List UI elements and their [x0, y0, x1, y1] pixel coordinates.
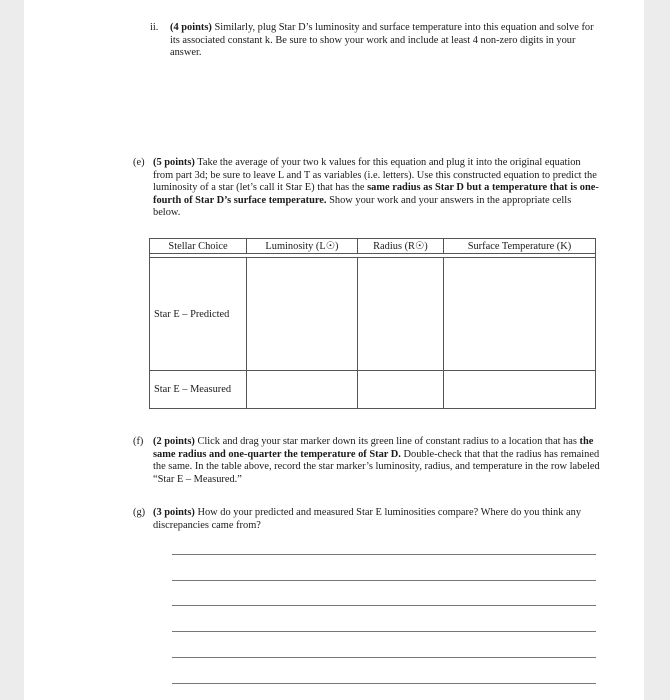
question-f	[133, 436, 600, 486]
question-emphasis: the same radius and one-quarter the temperature of Star D.	[153, 436, 594, 460]
question-number: ii.	[150, 22, 159, 33]
points-label: (5 points)	[153, 157, 195, 168]
star-table	[149, 238, 596, 409]
answer-line[interactable]	[172, 605, 596, 606]
header-stellar-choice: Stellar Choice	[150, 239, 247, 254]
question-text-end: Double-check that that the radius has remained the same. In the table above, record the star marker’s luminosity, radius, and temperature in the row labeled “Star E – Measured.”	[153, 448, 600, 485]
question-number: (e)	[133, 157, 145, 168]
answer-line[interactable]	[172, 580, 596, 581]
question-number: (g)	[133, 507, 146, 518]
table-row	[150, 258, 596, 371]
question-emphasis: same radius as Star D but a temperature that is one-fourth of Star D’s surface temperature.	[153, 182, 599, 206]
row-label-measured: Star E – Measured	[150, 371, 247, 409]
table-row	[150, 371, 596, 409]
table-header-row	[150, 239, 596, 254]
measured-luminosity-cell[interactable]	[247, 371, 358, 409]
question-number: (f)	[133, 436, 144, 447]
question-text: How do your predicted and measured Star E luminosities compare? Where do you think any discrepancies came from?	[153, 507, 582, 531]
document-page	[24, 0, 644, 700]
points-label: (4 points)	[170, 22, 212, 33]
answer-line[interactable]	[172, 657, 596, 658]
predicted-radius-cell[interactable]	[357, 258, 443, 371]
question-e	[133, 157, 600, 220]
points-label: (3 points)	[153, 507, 195, 518]
measured-temperature-cell[interactable]	[443, 371, 595, 409]
question-text: Similarly, plug Star D’s luminosity and surface temperature into this equation and solve for its associated constant k. Be sure to show your work and include at least 4 non-zero digits in your answer.	[170, 22, 594, 59]
header-surface-temperature: Surface Temperature (K)	[443, 239, 595, 254]
answer-line[interactable]	[172, 554, 596, 555]
answer-line[interactable]	[172, 631, 596, 632]
row-label-predicted: Star E – Predicted	[150, 258, 247, 371]
answer-line[interactable]	[172, 683, 596, 684]
points-label: (2 points)	[153, 436, 195, 447]
measured-radius-cell[interactable]	[357, 371, 443, 409]
question-text: Click and drag your star marker down its green line of constant radius to a location that has	[197, 436, 577, 447]
question-text: Take the average of your two k values for this equation and plug it into the original equation from part 3d; be sure to leave L and T as variables (i.e. letters). Use this constructed equation to predict the luminosity of a star (let’s call it Star E) that has the	[153, 157, 597, 194]
header-radius: Radius (R☉)	[357, 239, 443, 254]
question-ii	[150, 22, 600, 60]
question-text-end: Show your work and your answers in the appropriate cells below.	[153, 194, 572, 219]
header-luminosity: Luminosity (L☉)	[247, 239, 358, 254]
predicted-temperature-cell[interactable]	[443, 258, 595, 371]
question-g	[133, 507, 600, 532]
predicted-luminosity-cell[interactable]	[247, 258, 358, 371]
